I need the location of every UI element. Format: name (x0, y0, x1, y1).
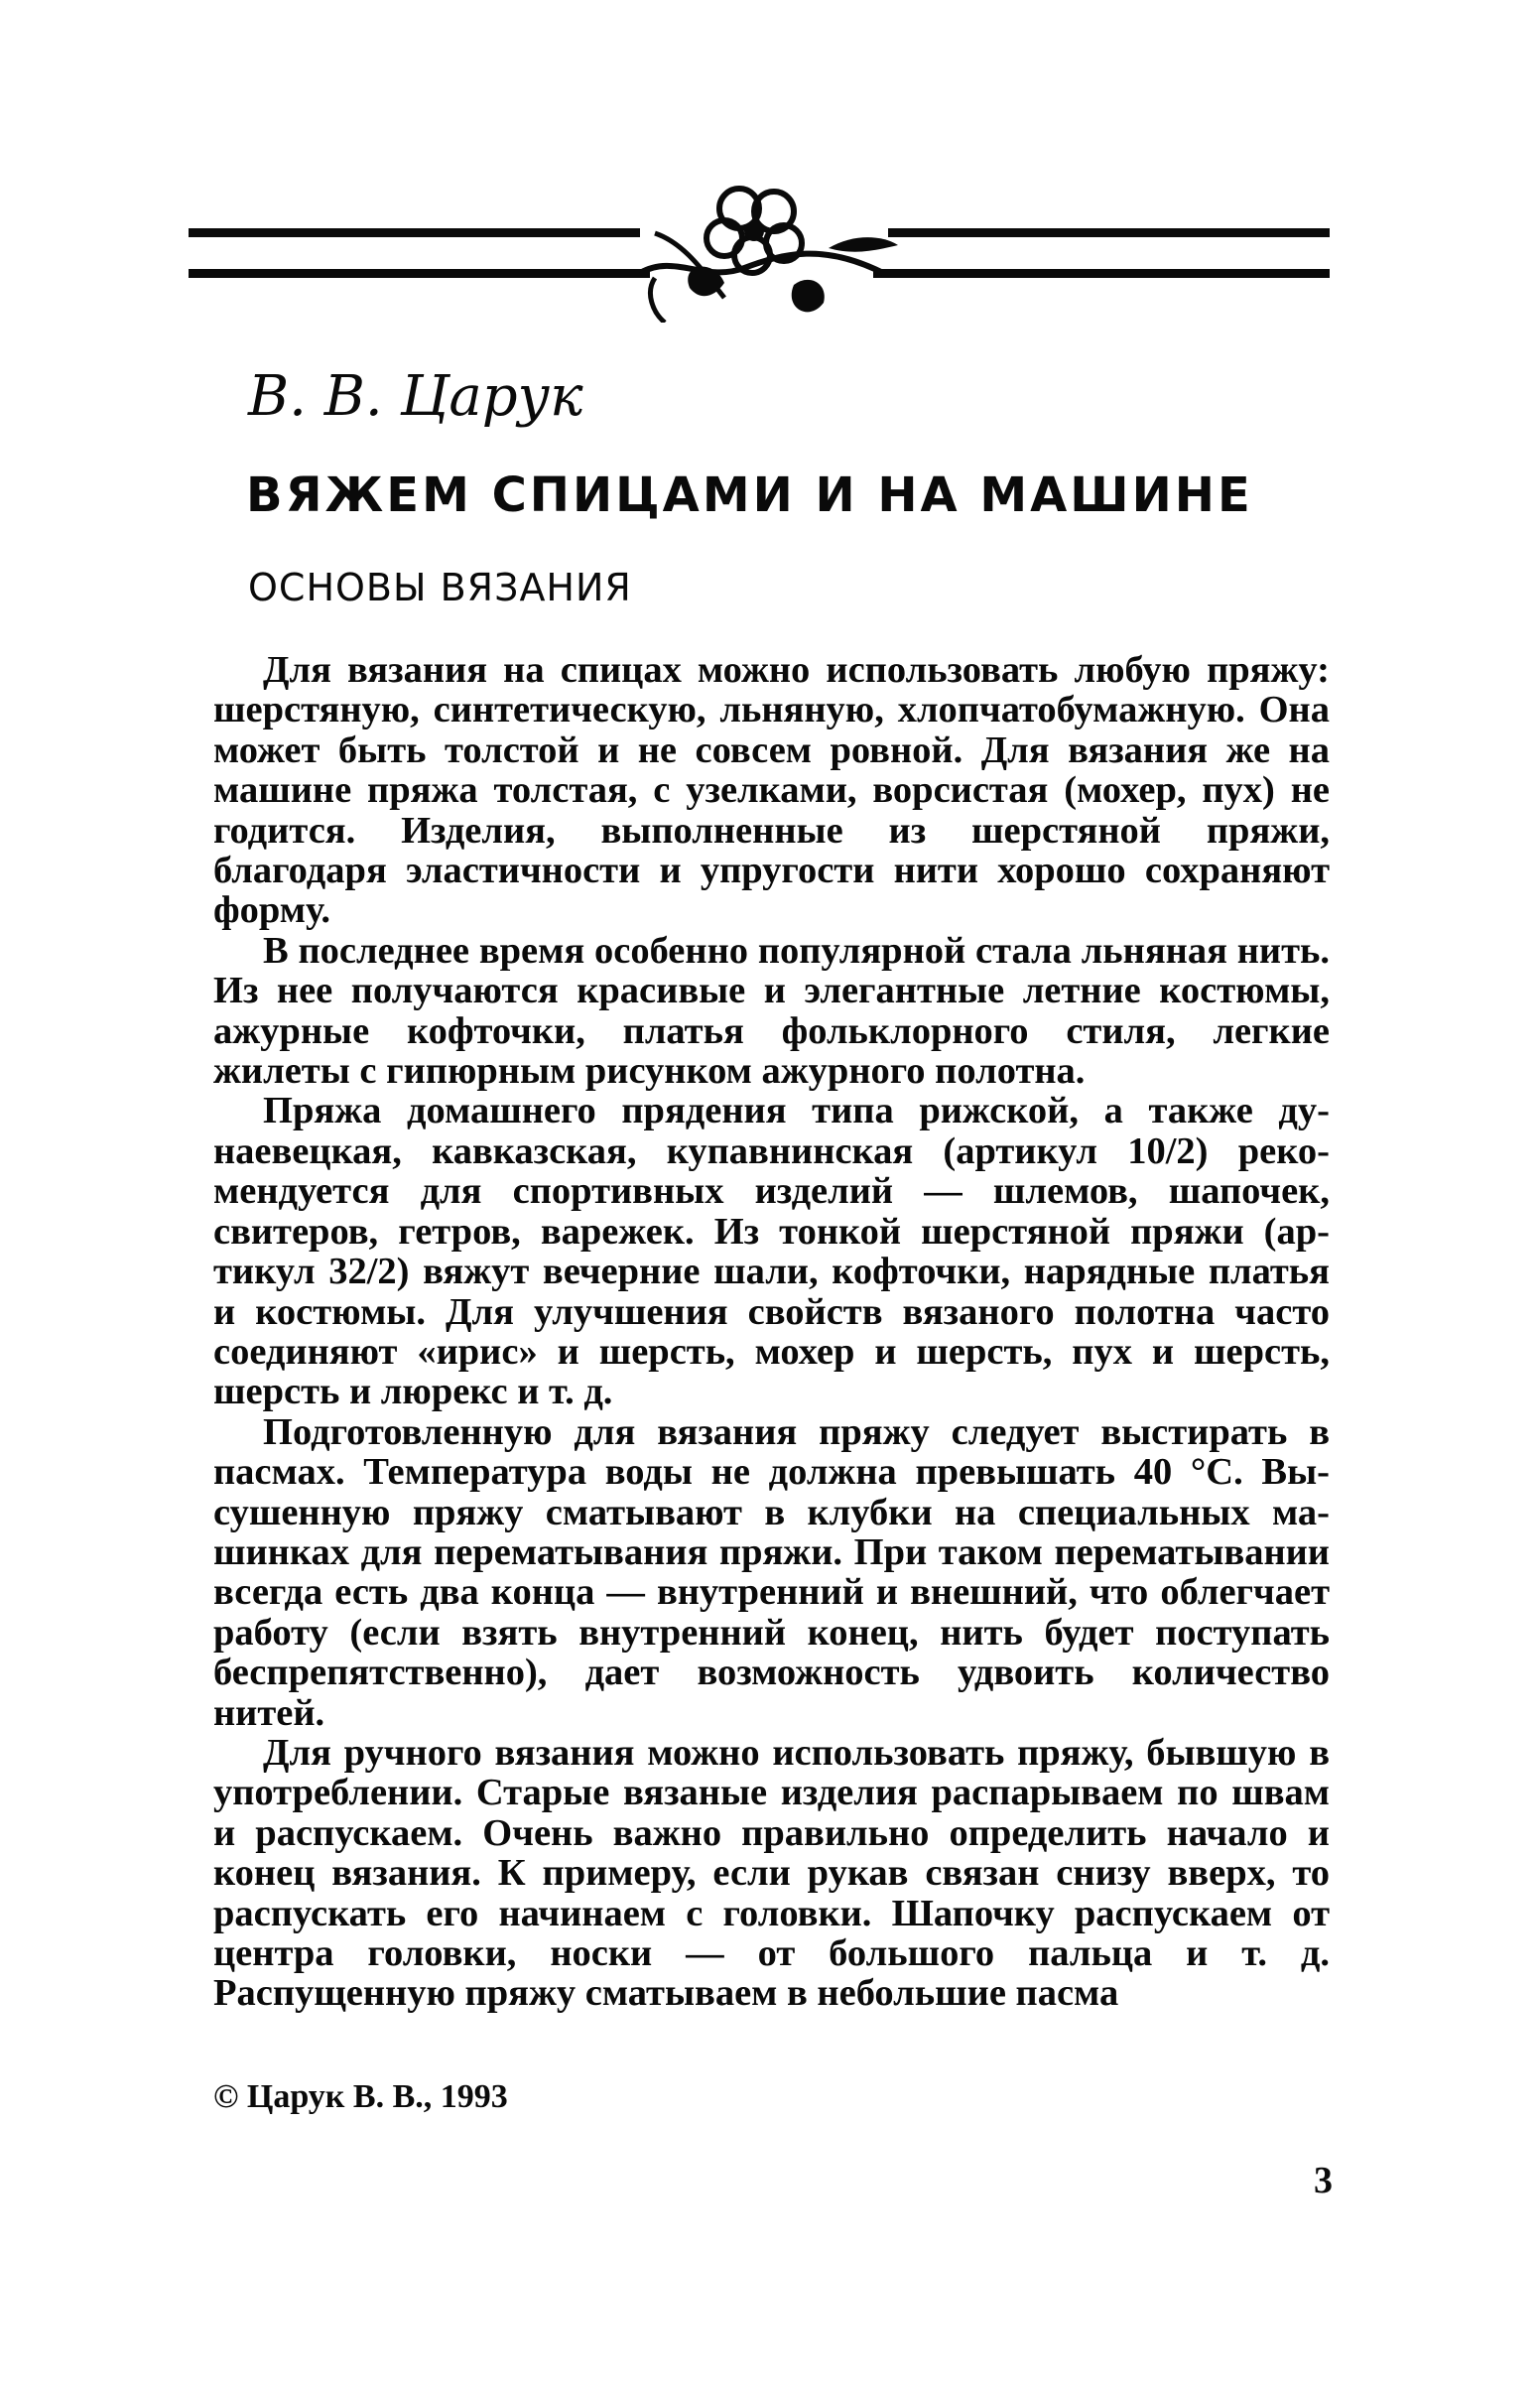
copyright-notice: © Царук В. В., 1993 (213, 2078, 508, 2115)
floral-ornament-icon (189, 174, 1330, 323)
paragraph: В последнее время особенно популярной стала льняная нить. Из нее получаются красивые и элегантные летние костюмы, ажурные кофточки, платья фольклорного стиля, легкие жилеты с гипюрным рисунком ажурного полотна. (213, 929, 1330, 1093)
paragraph: Пряжа домашнего прядения типа рижской, а также дунаевецкая, кавказская, купавнинская (артикул 10/2) рекомендуется для спортивных изделий — шлемов, шапочек, свитеров, гетров, варежек. Из тонкой шерстяной пряжи (артикул 32/2) вяжут вечерние шали, кофточки, нарядные платья и костюмы. Для улучшения свойств вязаного полотна часто соединяют «ирис» и шерсть, мохер и шерсть, пух и шерсть, шерсть и люрекс и т. д. (213, 1090, 1330, 1413)
paragraph: Для вязания на спицах можно использовать любую пряжу: шерстяную, синтетическую, льняную, хлопчатобумажную. Она может быть толстой и не совсем ровной. Для вязания же на машине пряжа толстая, с узелками, ворсистая (мохер, пух) не годится. Изделия, выполненные из шерстяной пряжи, благодаря эластичности и упругости нити хорошо сохраняют форму. (213, 649, 1330, 932)
book-title: ВЯЖЕМ СПИЦАМИ И НА МАШИНЕ (246, 467, 1253, 523)
paragraph: Для ручного вязания можно использовать пряжу, бывшую в употреблении. Старые вязаные изделия распарываем по швам и распускаем. Очень важно правильно определить начало и конец вязания. К примеру, если рукав связан снизу вверх, то распускать его начинаем с головки. Шапочку распускаем от центра головки, носки — от большого пальца и т. д. Распущенную пряжу сматываем в небольшие пасма (213, 1731, 1330, 2015)
page-number: 3 (1314, 2160, 1333, 2201)
body-text (213, 650, 1330, 2014)
paragraph: Подготовленную для вязания пряжу следует выстирать в пасмах. Температура воды не должна превышать 40 °С. Высушенную пряжу сматывают в клубки на специальных машинках для перематывания пряжи. При таком перематывании всегда есть два конца — внутренний и внешний, что облегчает работу (если взять внутренний конец, нить будет поступать беспрепятственно), дает возможность удвоить количество нитей. (213, 1410, 1330, 1734)
section-heading: ОСНОВЫ ВЯЗАНИЯ (248, 566, 632, 609)
author-name: В. В. Царук (248, 364, 583, 429)
